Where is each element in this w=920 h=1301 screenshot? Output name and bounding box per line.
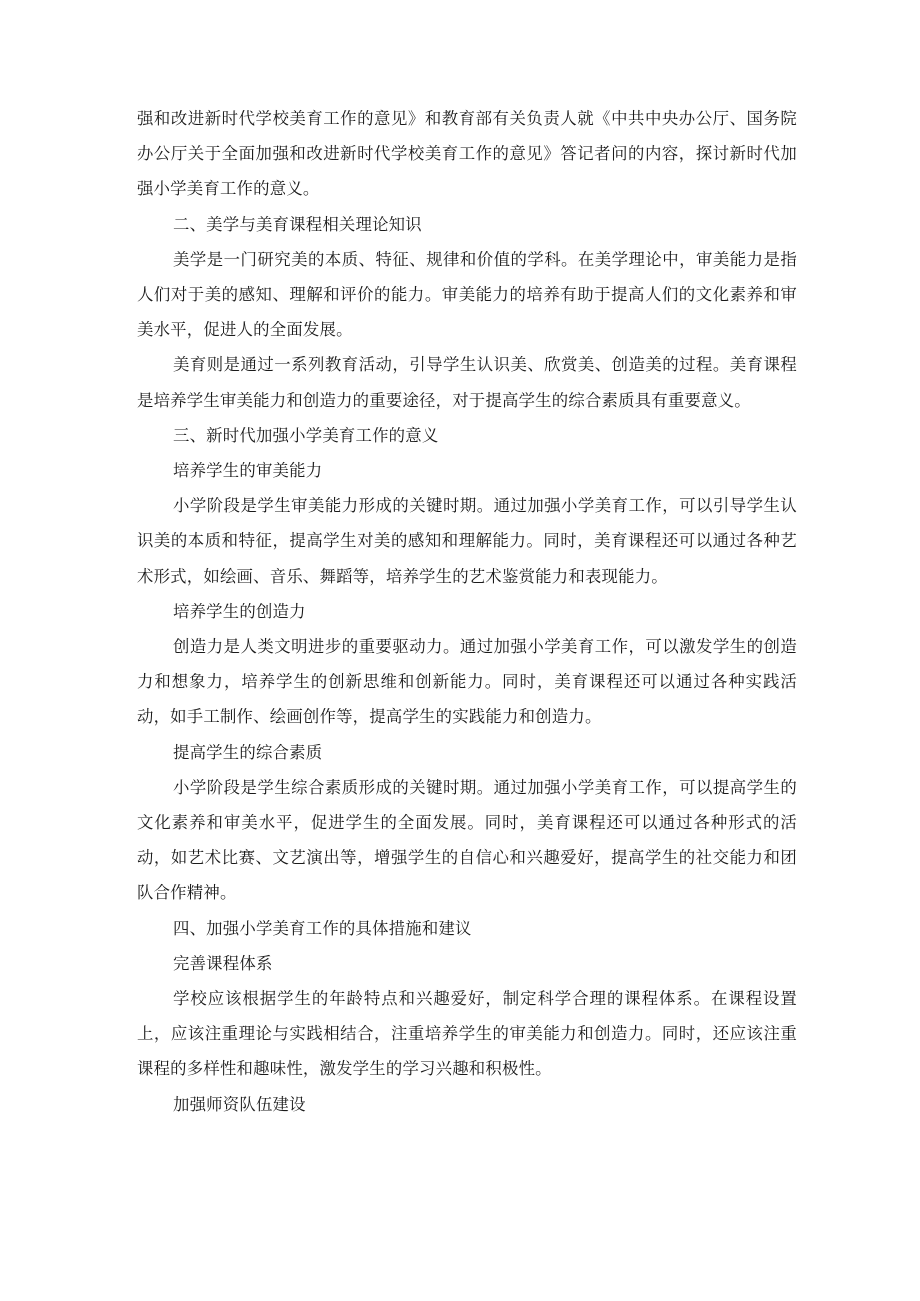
subheading-teaching-staff: 加强师资队伍建设 xyxy=(173,1094,306,1114)
section-heading-3: 三、新时代加强小学美育工作的意义 xyxy=(173,425,439,445)
section-heading-2: 二、美学与美育课程相关理论知识 xyxy=(173,214,422,234)
paragraph-creativity: 创造力是人类文明进步的重要驱动力。通过加强小学美育工作，可以激发学生的创造力和想象力，培养学生的创新思维和创新能力。同时，美育课程还可以通过各种实践活动，如手工制作、绘画创作等，提高学生的实践能力和创造力。 xyxy=(137,637,797,727)
subheading-overall-quality: 提高学生的综合素质 xyxy=(173,742,323,762)
paragraph-overall-quality: 小学阶段是学生综合素质形成的关键时期。通过加强小学美育工作，可以提高学生的文化素养和审美水平，促进学生的全面发展。同时，美育课程还可以通过各种形式的活动，如艺术比赛、文艺演出等，增强学生的自信心和兴趣爱好，提高学生的社交能力和团队合作精神。 xyxy=(137,777,797,903)
paragraph-intro-continuation: 强和改进新时代学校美育工作的意见》和教育部有关负责人就《中共中央办公厅、国务院办公厅关于全面加强和改进新时代学校美育工作的意见》答记者问的内容，探讨新时代加强小学美育工作的意义。 xyxy=(137,109,797,199)
document-page xyxy=(137,101,797,1122)
subheading-aesthetic-ability: 培养学生的审美能力 xyxy=(173,461,323,481)
paragraph-aesthetic-education: 美育则是通过一系列教育活动，引导学生认识美、欣赏美、创造美的过程。美育课程是培养学生审美能力和创造力的重要途径，对于提高学生的综合素质具有重要意义。 xyxy=(137,355,797,410)
paragraph-curriculum: 学校应该根据学生的年龄特点和兴趣爱好，制定科学合理的课程体系。在课程设置上，应该注重理论与实践相结合，注重培养学生的审美能力和创造力。同时，还应该注重课程的多样性和趣味性，激发学生的学习兴趣和积极性。 xyxy=(137,989,797,1079)
subheading-curriculum: 完善课程体系 xyxy=(173,953,273,973)
section-heading-4: 四、加强小学美育工作的具体措施和建议 xyxy=(173,918,472,938)
paragraph-aesthetic-ability: 小学阶段是学生审美能力形成的关键时期。通过加强小学美育工作，可以引导学生认识美的本质和特征，提高学生对美的感知和理解能力。同时，美育课程还可以通过各种艺术形式，如绘画、音乐、舞蹈等，培养学生的艺术鉴赏能力和表现能力。 xyxy=(137,496,797,586)
paragraph-aesthetics-definition: 美学是一门研究美的本质、特征、规律和价值的学科。在美学理论中，审美能力是指人们对于美的感知、理解和评价的能力。审美能力的培养有助于提高人们的文化素养和审美水平，促进人的全面发展。 xyxy=(137,249,797,340)
subheading-creativity: 培养学生的创造力 xyxy=(173,601,306,621)
